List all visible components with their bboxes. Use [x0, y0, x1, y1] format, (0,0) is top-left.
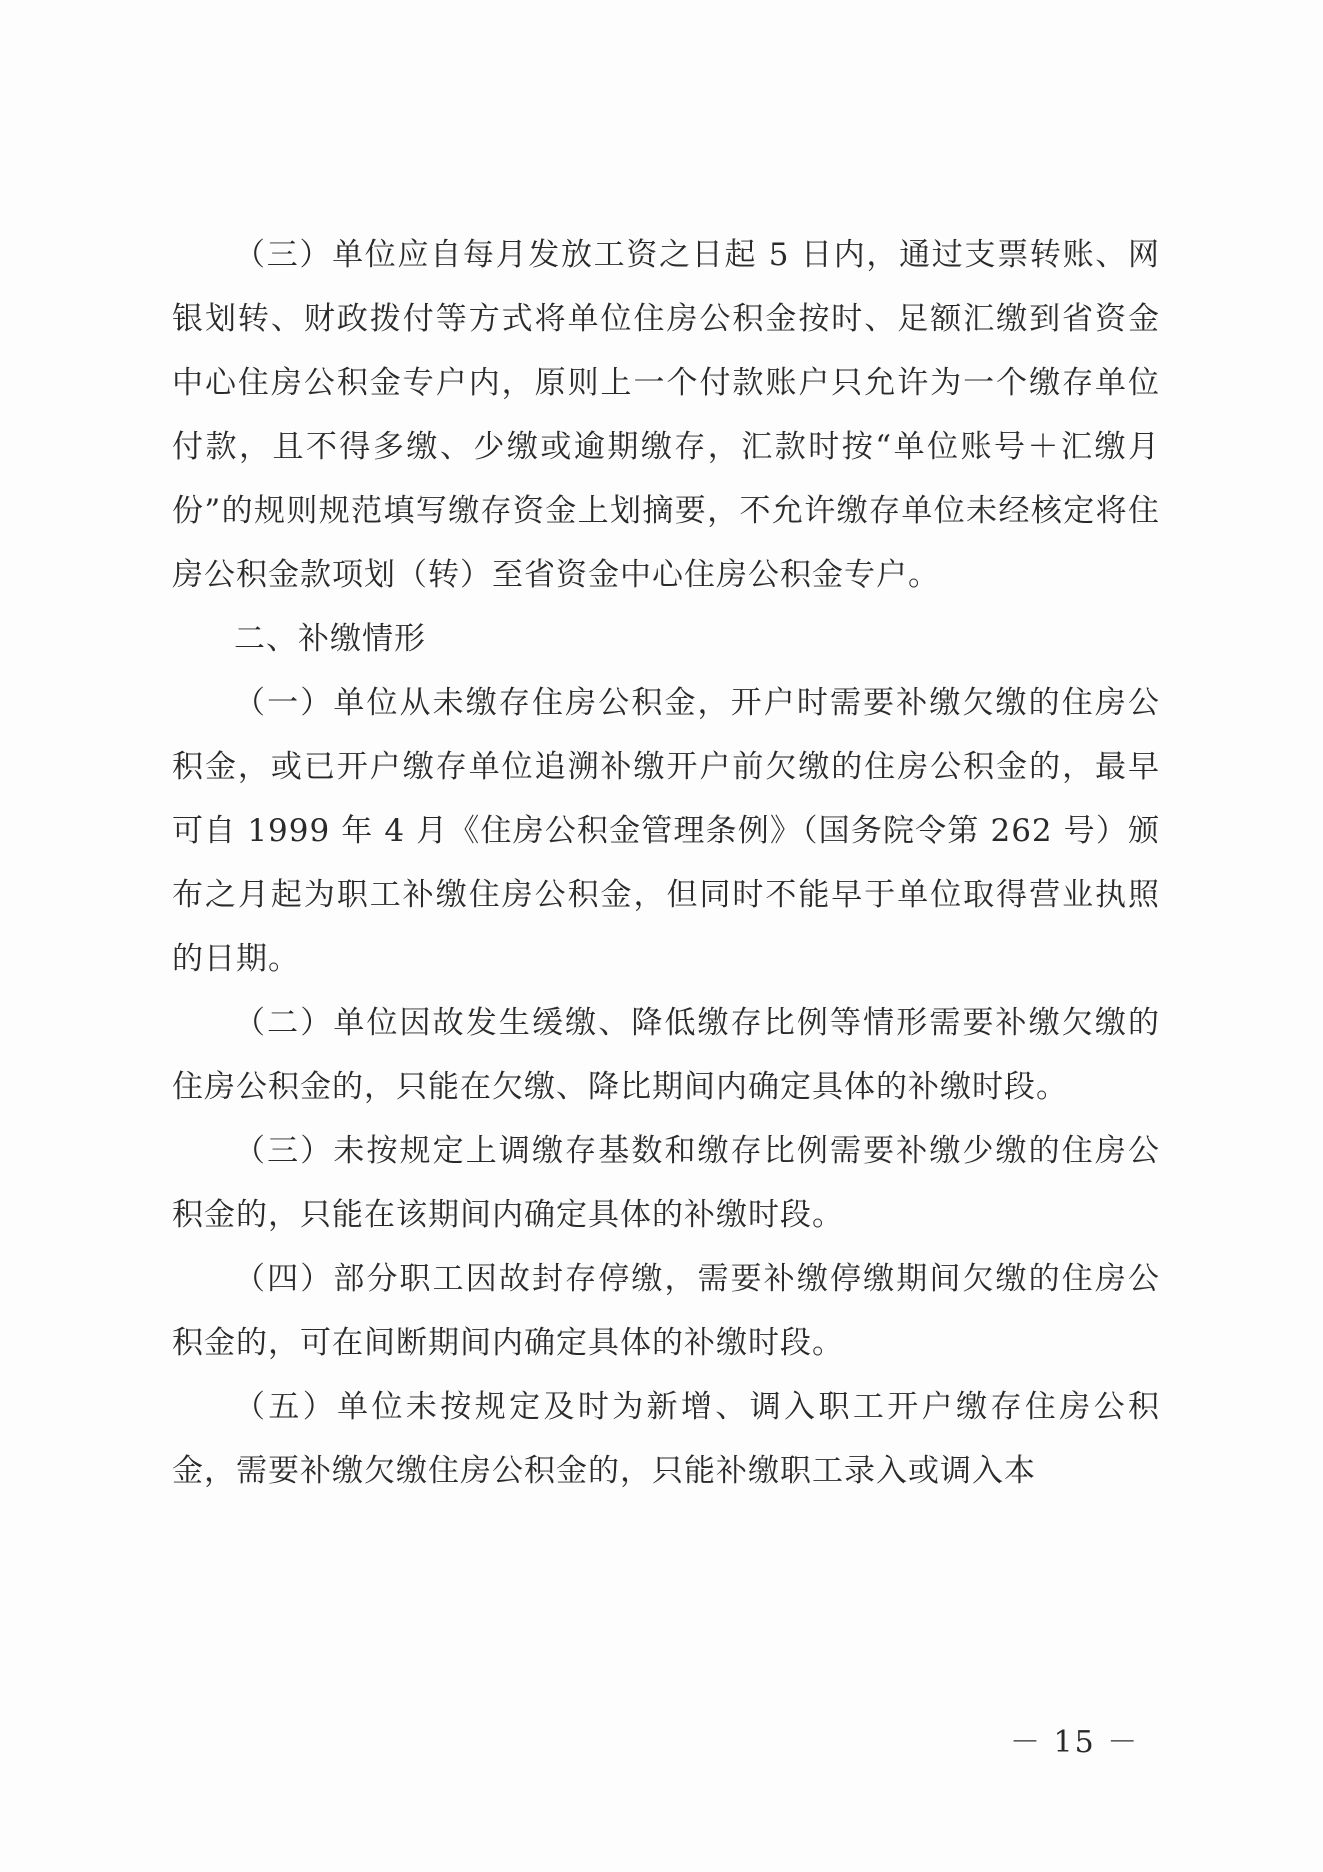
document-body	[172, 223, 1160, 1503]
page-number: － 15 －	[1010, 1725, 1140, 1760]
section-heading-supplementary-payment: 二、补缴情形	[234, 621, 426, 657]
paragraph-deferred-payment: （二）单位因故发生缓缴、降低缴存比例等情形需要补缴欠缴的住房公积金的，只能在欠缴、降比期间内确定具体的补缴时段。	[172, 1005, 1160, 1105]
paragraph-base-adjustment: （三）未按规定上调缴存基数和缴存比例需要补缴少缴的住房公积金的，只能在该期间内确定具体的补缴时段。	[172, 1133, 1160, 1233]
paragraph-sealed-accounts: （四）部分职工因故封存停缴，需要补缴停缴期间欠缴的住房公积金的，可在间断期间内确定具体的补缴时段。	[172, 1261, 1160, 1361]
paragraph-new-employees: （五）单位未按规定及时为新增、调入职工开户缴存住房公积金，需要补缴欠缴住房公积金的，只能补缴职工录入或调入本	[172, 1389, 1160, 1489]
paragraph-remittance-rules: （三）单位应自每月发放工资之日起 5 日内，通过支票转账、网银划转、财政拨付等方式将单位住房公积金按时、足额汇缴到省资金中心住房公积金专户内，原则上一个付款账户只允许为一个缴存单位付款，且不得多缴、少缴或逾期缴存，汇款时按“单位账号＋汇缴月份”的规则规范填写缴存资金上划摘要，不允许缴存单位未经核定将住房公积金款项划（转）至省资金中心住房公积金专户。	[172, 237, 1160, 593]
paragraph-never-paid: （一）单位从未缴存住房公积金，开户时需要补缴欠缴的住房公积金，或已开户缴存单位追溯补缴开户前欠缴的住房公积金的，最早可自 1999 年 4 月《住房公积金管理条例》（国务院令第 262 号）颁布之月起为职工补缴住房公积金，但同时不能早于单位取得营业执照的日期。	[172, 685, 1160, 977]
